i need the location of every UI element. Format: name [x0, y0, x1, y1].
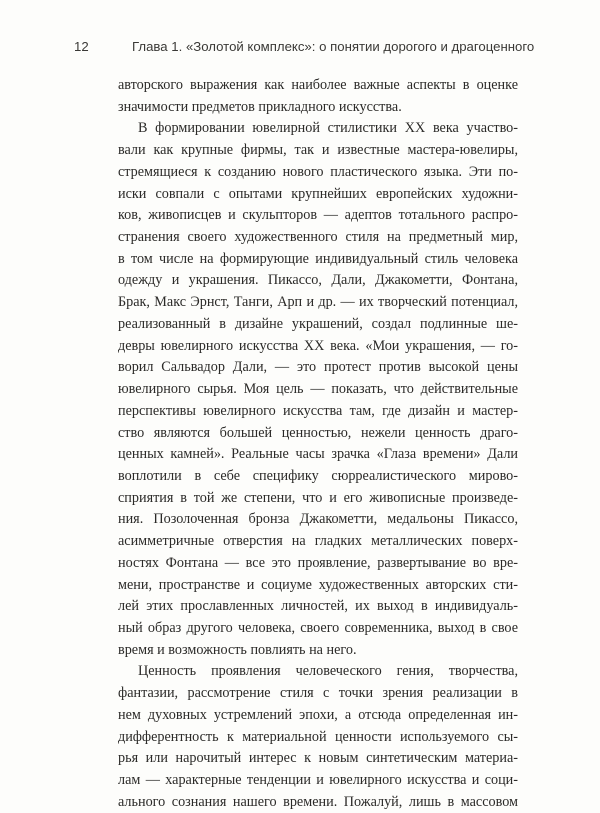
text-line: асимметричные отверстия на гладких металлических поверх-	[118, 533, 518, 550]
text-line: дифферентность к материальной ценности используемого сы-	[118, 728, 518, 745]
text-line: перспективы ювелирного искусства там, где дизайн и мастер-	[118, 402, 518, 419]
text-line: фантазии, рассмотрение стиля с точки зрения реализации в	[118, 685, 518, 702]
text-line: значимости предметов прикладного искусства.	[118, 98, 402, 115]
text-line: в том числе на формирующие индивидуальный стиль человека	[118, 250, 518, 267]
text-line: Ценность проявления человеческого гения, творчества,	[138, 663, 518, 680]
text-line: ального сознания нашего времени. Пожалуй, лишь в массовом	[118, 793, 518, 810]
text-line: ворил Сальвадор Дали, — это протест против высокой цены	[118, 359, 518, 376]
text-line: ков, живописцев и скульпторов — адептов тотального распро-	[118, 207, 518, 224]
text-line: лам — характерные тенденции и ювелирного искусства и соци-	[118, 772, 518, 788]
text-line: странения своего художественного стиля на предметный мир,	[118, 229, 518, 246]
text-line: ния. Позолоченная бронза Джакометти, медальоны Пикассо,	[118, 511, 518, 528]
text-line: ный образ другого человека, своего современника, выход в свое	[118, 619, 518, 636]
text-line: В формировании ювелирной стилистики XX века участво-	[138, 120, 518, 137]
text-line: ство являются большей ценностью, нежели ценность драго-	[118, 424, 518, 441]
text-line: одежду и украшения. Пикассо, Дали, Джакометти, Фонтана,	[118, 272, 518, 289]
chapter-title: Глава 1. «Золотой комплекс»: о понятии дорогого и драгоценного	[132, 39, 535, 54]
text-line: реализованный в дизайне украшений, создал подлинные ше-	[118, 315, 518, 332]
body-text	[118, 75, 518, 813]
text-line: время и возможность повлиять на него.	[118, 641, 357, 658]
text-line: девры ювелирного искусства XX века. «Мои украшения, — го-	[118, 337, 518, 354]
running-header	[74, 39, 534, 59]
text-line: воплотили в себе специфику сюрреалистического мирово-	[118, 467, 518, 484]
text-line: нем духовных устремлений эпохи, а отсюда определенная ин-	[118, 706, 518, 723]
text-line: мени, пространстве и социуме художественных авторских сти-	[118, 576, 518, 593]
text-line: лей этих прославленных личностей, их выход в индивидуаль-	[118, 598, 518, 615]
page-number: 12	[74, 39, 89, 54]
text-line: Брак, Макс Эрнст, Танги, Арп и др. — их творческий потенциал,	[118, 294, 518, 311]
text-line: рья или нарочитый интерес к новым синтетическим материа-	[118, 750, 518, 767]
text-line: вали как крупные фирмы, так и известные мастера-ювелиры,	[118, 142, 518, 159]
text-line: иски совпали с опытами крупнейших европейских художни-	[118, 185, 518, 202]
text-line: сприятия в той же степени, что и его живописные произведе-	[118, 489, 518, 506]
text-line: ценных камней». Реальные часы зрачка «Глаза времени» Дали	[118, 446, 518, 463]
text-line: ювелирного сырья. Моя цель — показать, что действительные	[118, 381, 518, 398]
text-line: стремящиеся к созданию нового пластического языка. Эти по-	[118, 163, 518, 180]
text-line: авторского выражения как наиболее важные аспекты в оценке	[118, 77, 518, 93]
text-line: ностях Фонтана — все это проявление, развертывание во вре-	[118, 554, 518, 571]
